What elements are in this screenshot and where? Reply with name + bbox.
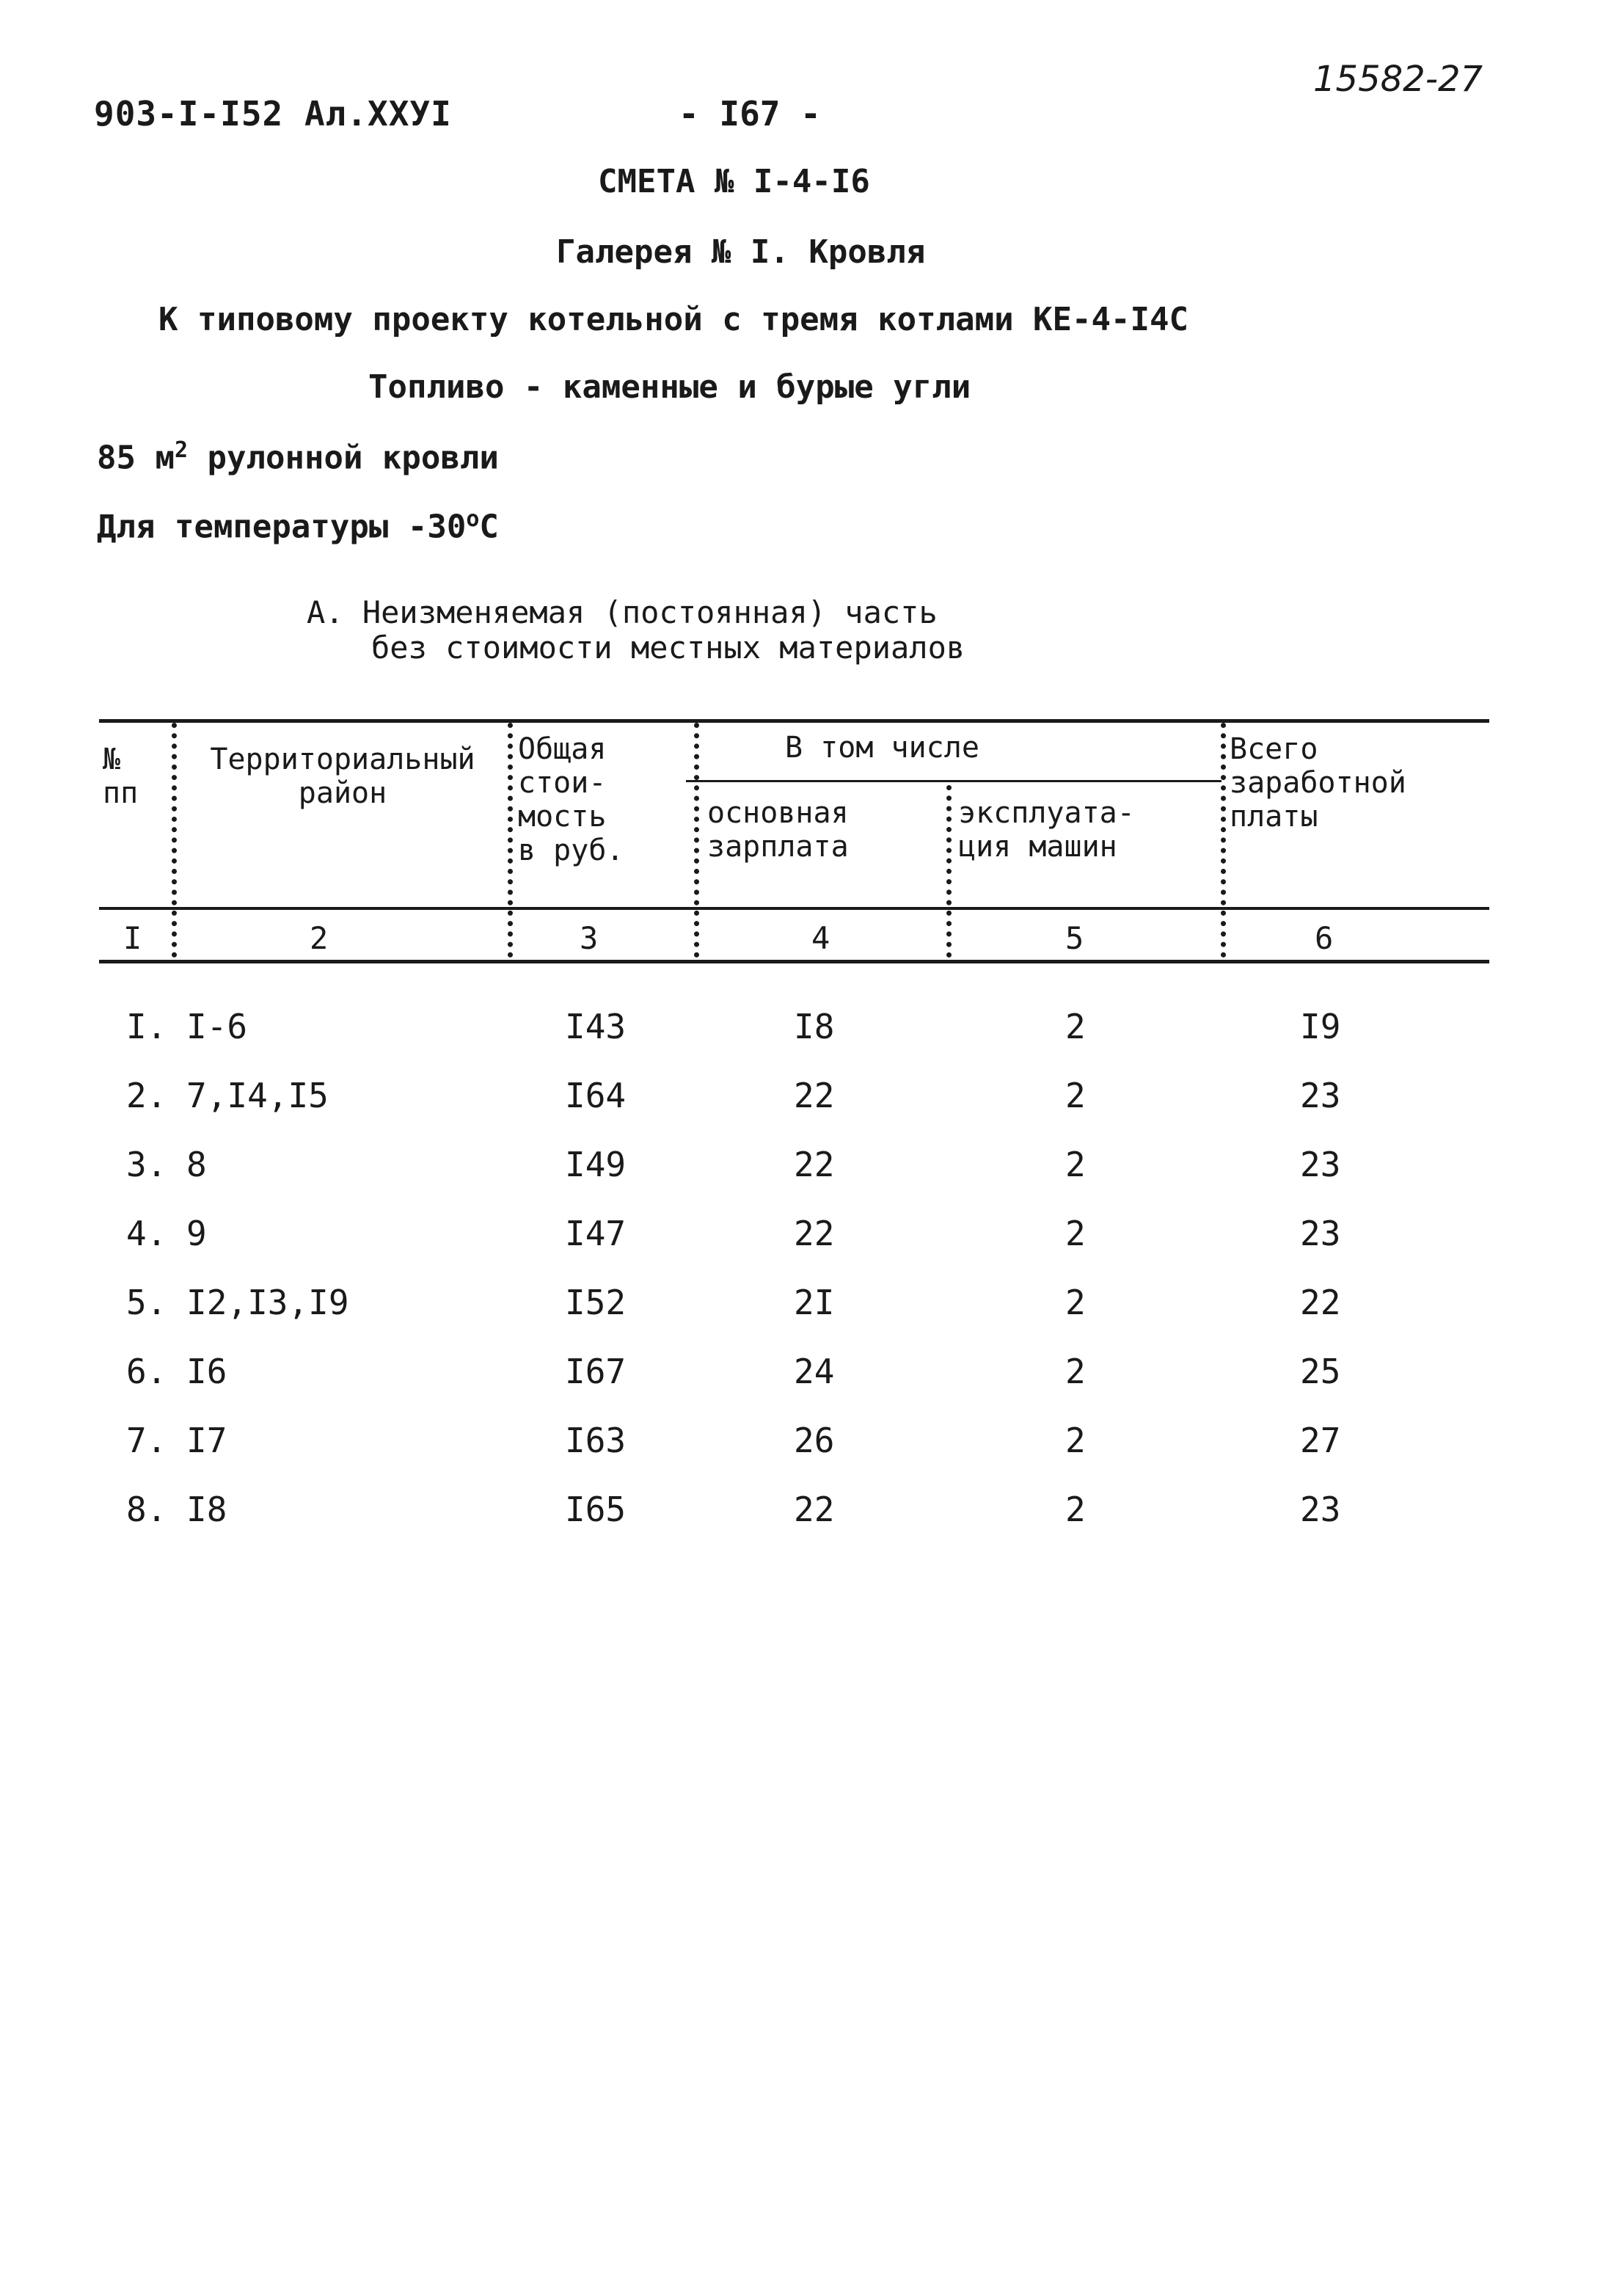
row-total-wages: 23 bbox=[1300, 1490, 1341, 1529]
table-numbers-rule bbox=[99, 907, 1489, 910]
row-base-wage: 2I bbox=[794, 1283, 835, 1322]
row-total-cost: I52 bbox=[565, 1283, 627, 1322]
column-separator bbox=[172, 723, 177, 958]
row-total-wages: 23 bbox=[1300, 1076, 1341, 1115]
column-separator bbox=[1221, 723, 1226, 958]
header-machine-operation: эксплуата- ция машин bbox=[958, 796, 1135, 864]
area-superscript: 2 bbox=[174, 437, 189, 463]
row-number: 2. bbox=[126, 1076, 167, 1115]
estimate-title: СМЕТА № I-4-I6 bbox=[598, 163, 870, 200]
row-machine-operation: 2 bbox=[1065, 1490, 1086, 1529]
row-base-wage: 26 bbox=[794, 1421, 835, 1460]
area-value: 85 м bbox=[97, 439, 175, 477]
column-number: 3 bbox=[580, 920, 599, 956]
handwritten-stamp: 15582-27 bbox=[1313, 59, 1483, 100]
header-number: № пп bbox=[103, 743, 139, 810]
header-group-including: В том числе bbox=[785, 731, 979, 765]
row-region: I6 bbox=[186, 1352, 227, 1391]
row-total-wages: 22 bbox=[1300, 1283, 1341, 1322]
row-total-cost: I49 bbox=[565, 1145, 627, 1184]
row-machine-operation: 2 bbox=[1065, 1007, 1086, 1046]
column-number: 2 bbox=[310, 920, 329, 956]
temperature-line bbox=[97, 506, 499, 546]
header-region: Территориальный район bbox=[210, 743, 475, 810]
column-number: I bbox=[123, 920, 142, 956]
row-total-cost: I67 bbox=[565, 1352, 627, 1391]
row-region: 8 bbox=[186, 1145, 207, 1184]
row-number: 8. bbox=[126, 1490, 167, 1529]
row-base-wage: 22 bbox=[794, 1145, 835, 1184]
row-base-wage: I8 bbox=[794, 1007, 835, 1046]
column-separator bbox=[508, 723, 513, 958]
row-machine-operation: 2 bbox=[1065, 1145, 1086, 1184]
area-line bbox=[97, 437, 499, 477]
row-total-wages: 25 bbox=[1300, 1352, 1341, 1391]
row-number: 4. bbox=[126, 1214, 167, 1253]
fuel-title: Топливо - каменные и бурые угли bbox=[368, 368, 971, 406]
row-machine-operation: 2 bbox=[1065, 1214, 1086, 1253]
row-machine-operation: 2 bbox=[1065, 1421, 1086, 1460]
table-group-rule bbox=[686, 780, 1222, 782]
section-heading-line2: без стоимости местных материалов bbox=[371, 630, 965, 666]
document-code: 903-I-I52 Ал.XXУI bbox=[94, 94, 452, 134]
row-total-wages: 27 bbox=[1300, 1421, 1341, 1460]
row-number: I. bbox=[126, 1007, 167, 1046]
row-total-cost: I63 bbox=[565, 1421, 627, 1460]
row-region: I7 bbox=[186, 1421, 227, 1460]
row-machine-operation: 2 bbox=[1065, 1076, 1086, 1115]
row-total-cost: I47 bbox=[565, 1214, 627, 1253]
temperature-suffix: С bbox=[479, 508, 499, 546]
row-base-wage: 22 bbox=[794, 1214, 835, 1253]
row-total-wages: 23 bbox=[1300, 1145, 1341, 1184]
column-separator bbox=[946, 785, 952, 958]
section-heading-line1: А. Неизменяемая (постоянная) часть bbox=[307, 594, 938, 630]
row-number: 5. bbox=[126, 1283, 167, 1322]
row-base-wage: 24 bbox=[794, 1352, 835, 1391]
temperature-degree: о bbox=[466, 506, 480, 532]
row-region: 9 bbox=[186, 1214, 207, 1253]
page-number: - I67 - bbox=[679, 94, 821, 134]
column-number: 5 bbox=[1065, 920, 1084, 956]
row-total-cost: I64 bbox=[565, 1076, 627, 1115]
row-base-wage: 22 bbox=[794, 1490, 835, 1529]
row-machine-operation: 2 bbox=[1065, 1352, 1086, 1391]
row-base-wage: 22 bbox=[794, 1076, 835, 1115]
row-number: 3. bbox=[126, 1145, 167, 1184]
row-number: 6. bbox=[126, 1352, 167, 1391]
row-total-cost: I43 bbox=[565, 1007, 627, 1046]
project-title: К типовому проекту котельной с тремя котлами КЕ-4-I4С bbox=[158, 301, 1188, 338]
table-top-rule bbox=[99, 719, 1489, 723]
area-text: рулонной кровли bbox=[188, 439, 499, 477]
header-base-wage: основная зарплата bbox=[707, 796, 849, 864]
row-total-wages: 23 bbox=[1300, 1214, 1341, 1253]
row-region: I2,I3,I9 bbox=[186, 1283, 349, 1322]
row-region: I8 bbox=[186, 1490, 227, 1529]
row-total-wages: I9 bbox=[1300, 1007, 1341, 1046]
column-separator bbox=[694, 723, 699, 958]
row-number: 7. bbox=[126, 1421, 167, 1460]
column-number: 6 bbox=[1315, 920, 1334, 956]
gallery-title: Галерея № I. Кровля bbox=[556, 233, 926, 271]
row-total-cost: I65 bbox=[565, 1490, 627, 1529]
column-number: 4 bbox=[811, 920, 830, 956]
header-total-cost: Общая стои- мость в руб. bbox=[518, 732, 624, 867]
header-total-wages: Всего заработной платы bbox=[1230, 732, 1406, 834]
temperature-prefix: Для температуры -30 bbox=[97, 508, 467, 546]
row-region: I-6 bbox=[186, 1007, 248, 1046]
table-header-bottom-rule bbox=[99, 960, 1489, 963]
row-machine-operation: 2 bbox=[1065, 1283, 1086, 1322]
row-region: 7,I4,I5 bbox=[186, 1076, 329, 1115]
